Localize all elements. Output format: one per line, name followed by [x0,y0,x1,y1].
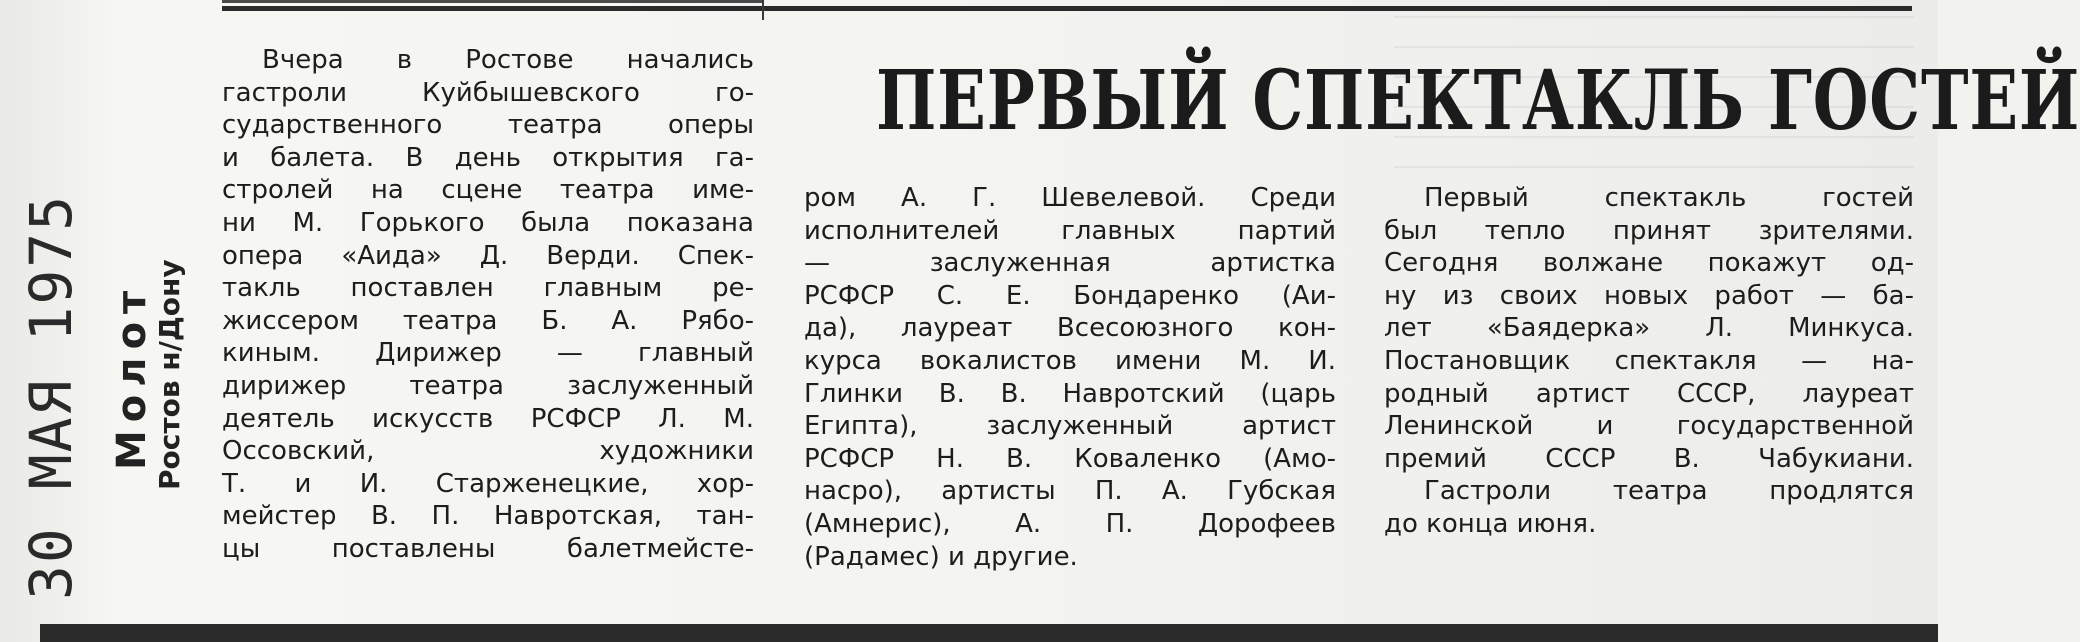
text-line: премий СССР В. Чабукиани. [1384,443,1914,474]
text-line: Оссовский, художники [222,436,754,467]
text-line: насро), артисты П. А. Губская [804,476,1336,507]
text-line: лет «Баядерка» Л. Минкуса. [1384,313,1914,344]
text-line: Ленинской и государственной [1384,411,1914,442]
text-line: курса вокалистов имени М. И. [804,345,1336,376]
text-line: и балета. В день открытия га- [222,142,754,173]
article-column-2 [804,182,1336,573]
text-line: родный артист СССР, лауреат [1384,378,1914,409]
text-line: такль поставлен главным ре- [222,273,754,304]
stamp-city: Ростов н/Дону [153,259,186,490]
text-line: дирижер театра заслуженный [222,370,754,401]
text-line: Глинки В. В. Навротский (царь [804,378,1336,409]
text-line: жиссером театра Б. А. Рябо- [222,305,754,336]
text-line: сударственного театра оперы [222,110,754,141]
article-headline: ПЕРВЫЙ СПЕКТАКЛЬ ГОСТЕЙ [876,53,2080,149]
text-line: мейстер В. П. Навротская, тан- [222,501,754,532]
text-line: Египта), заслуженный артист [804,411,1336,442]
text-line: стролей на сцене театра име- [222,175,754,206]
text-line: ром А. Г. Шевелевой. Среди [804,183,1336,213]
bottom-rule [40,624,1938,642]
article-column-3 [1384,182,1914,541]
text-line: Гастроли театра продлятся [1424,476,1914,507]
text-line: — заслуженная артистка [804,248,1336,279]
text-line: был тепло принят зрителями. [1384,215,1914,246]
text-line: до конца июня. [1384,508,1597,539]
column-divider-tick [762,0,764,20]
text-line: ни М. Горького была показана [222,207,754,238]
text-line: гастроли Куйбышевского го- [222,77,754,108]
top-rule-thin [222,0,762,3]
archive-stamp-newspaper [108,283,154,470]
text-line: исполнителей главных партий [804,215,1336,246]
archive-stamp-city [150,259,186,490]
stamp-date: 30 МАЯ 1975 [17,193,85,600]
text-line: Вчера в Ростове начались [262,45,754,75]
archive-stamp [17,193,85,600]
text-line: киным. Дирижер — главный [222,338,754,369]
text-line: Постановщик спектакля — на- [1384,345,1914,376]
text-line: Первый спектакль гостей [1424,183,1914,213]
text-line: Сегодня волжане покажут од- [1384,248,1914,279]
text-line: (Амнерис), А. П. Дорофеев [804,508,1336,539]
text-line: ну из своих новых работ — ба- [1384,280,1914,311]
article-column-1 [222,44,754,566]
text-line: Т. и И. Старженецкие, хор- [222,468,754,499]
text-line: деятель искусств РСФСР Л. М. [222,403,754,434]
text-line: да), лауреат Всесоюзного кон- [804,313,1336,344]
text-line: опера «Аида» Д. Верди. Спек- [222,240,754,271]
text-line: цы поставлены балетмейсте- [222,533,754,564]
text-line: РСФСР С. Е. Бондаренко (Аи- [804,280,1336,311]
stamp-newspaper: Молот [109,282,155,470]
text-line: (Радамес) и другие. [804,541,1078,572]
text-line: РСФСР Н. В. Коваленко (Амо- [804,443,1336,474]
